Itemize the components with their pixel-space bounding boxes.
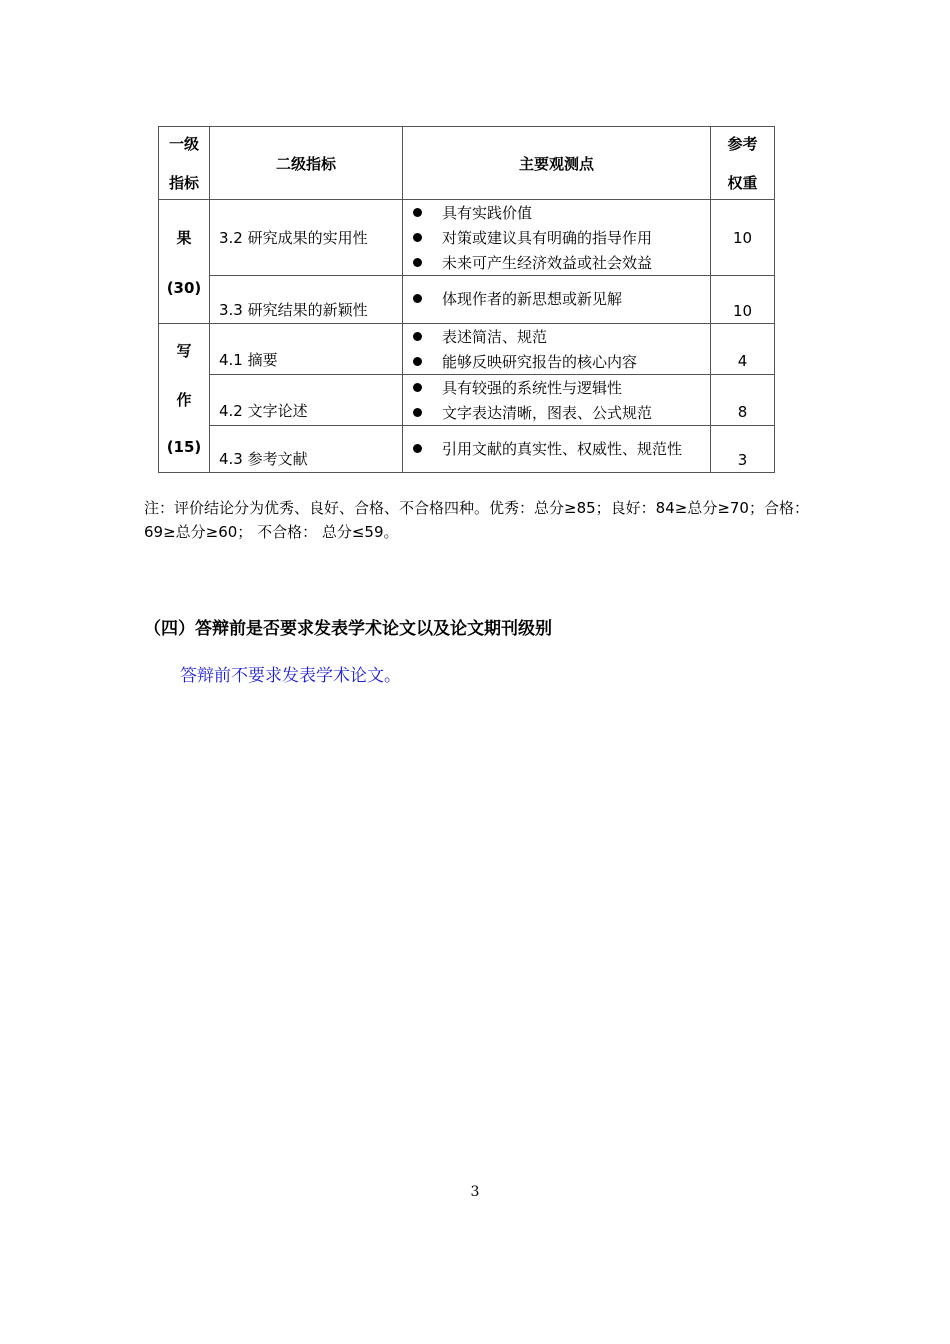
header-level1-line2: 指标 (168, 174, 199, 192)
weight-cell: 10 (711, 200, 775, 276)
point-text: 引用文献的真实性、权威性、规范性 (442, 440, 683, 458)
group-writing-label (159, 324, 210, 473)
bullet-icon (413, 294, 422, 303)
bullet-icon (413, 408, 422, 417)
group-writing-line2: 作 (176, 391, 192, 409)
evaluation-note: 注：评价结论分为优秀、良好、合格、不合格四种。优秀：总分≥85；良好：84≥总分≥70；合格：69≥总分≥60； 不合格： 总分≤59。 (144, 499, 809, 541)
list-item (413, 250, 710, 275)
point-text: 对策或建议具有明确的指导作用 (442, 229, 653, 247)
weight-cell (711, 276, 775, 324)
group-result-label (159, 200, 210, 324)
table-row (159, 324, 775, 375)
indicator-cell (210, 200, 403, 276)
list-item (413, 349, 710, 374)
table-row (159, 375, 775, 426)
bullet-icon (413, 208, 422, 217)
table-row (159, 426, 775, 473)
point-text: 能够反映研究报告的核心内容 (442, 353, 638, 371)
list-item (413, 436, 710, 461)
point-text: 文字表达清晰，图表、公式规范 (442, 404, 653, 422)
points-list (403, 375, 710, 425)
points-list (403, 324, 710, 374)
list-item (413, 324, 710, 349)
indicator-cell (210, 426, 403, 473)
point-text: 具有实践价值 (442, 204, 533, 222)
points-list (403, 276, 710, 311)
point-text: 表述简洁、规范 (442, 328, 548, 346)
indicator-cell (210, 276, 403, 324)
points-cell (403, 375, 711, 426)
section-answer: 答辩前不要求发表学术论文。 (180, 666, 401, 686)
weight-cell (711, 426, 775, 473)
table-header-row (159, 127, 775, 200)
point-text: 具有较强的系统性与逻辑性 (442, 379, 623, 397)
bullet-icon (413, 258, 422, 267)
points-cell (403, 276, 711, 324)
weight-value: 10 (732, 302, 753, 320)
indicator-name: 4.2 文字论述 (219, 402, 308, 420)
indicator-name: 4.1 摘要 (219, 351, 278, 369)
evaluation-table (158, 126, 775, 473)
table-row (159, 276, 775, 324)
list-item (413, 400, 710, 425)
points-cell (403, 324, 711, 375)
weight-value: 8 (737, 403, 748, 421)
header-level1 (159, 127, 210, 200)
bullet-icon (413, 332, 422, 341)
group-writing-line1: 写 (176, 342, 192, 360)
page-number: 3 (470, 1184, 480, 1200)
list-item (413, 375, 710, 400)
bullet-icon (413, 357, 422, 366)
bullet-icon (413, 444, 422, 453)
header-weight (711, 127, 775, 200)
table-row (159, 200, 775, 276)
group-result-line1: 果 (176, 228, 192, 247)
group-writing-line3: (15) (166, 438, 202, 456)
indicator-name: 3.2 研究成果的实用性 (219, 229, 368, 247)
bullet-icon (413, 233, 422, 242)
weight-value: 4 (737, 352, 748, 370)
group-result-line2: (30) (166, 278, 202, 297)
weight-cell (711, 375, 775, 426)
list-item (413, 225, 710, 250)
header-points: 主要观测点 (403, 127, 711, 200)
indicator-name: 3.3 研究结果的新颖性 (219, 301, 368, 319)
bullet-icon (413, 383, 422, 392)
list-item (413, 286, 710, 311)
points-list (403, 426, 710, 461)
point-text: 未来可产生经济效益或社会效益 (442, 254, 653, 272)
header-level1-line1: 一级 (168, 135, 199, 153)
weight-value: 3 (737, 451, 748, 469)
header-level2: 二级指标 (210, 127, 403, 200)
header-weight-line2: 权重 (727, 174, 758, 192)
header-weight-line1: 参考 (727, 135, 758, 153)
points-cell (403, 426, 711, 473)
indicator-name: 4.3 参考文献 (219, 450, 308, 468)
list-item (413, 200, 710, 225)
point-text: 体现作者的新思想或新见解 (442, 290, 623, 308)
indicator-cell (210, 375, 403, 426)
points-list (403, 200, 710, 275)
section-title: （四）答辩前是否要求发表学术论文以及论文期刊级别 (144, 619, 552, 639)
indicator-cell (210, 324, 403, 375)
weight-cell (711, 324, 775, 375)
points-cell (403, 200, 711, 276)
